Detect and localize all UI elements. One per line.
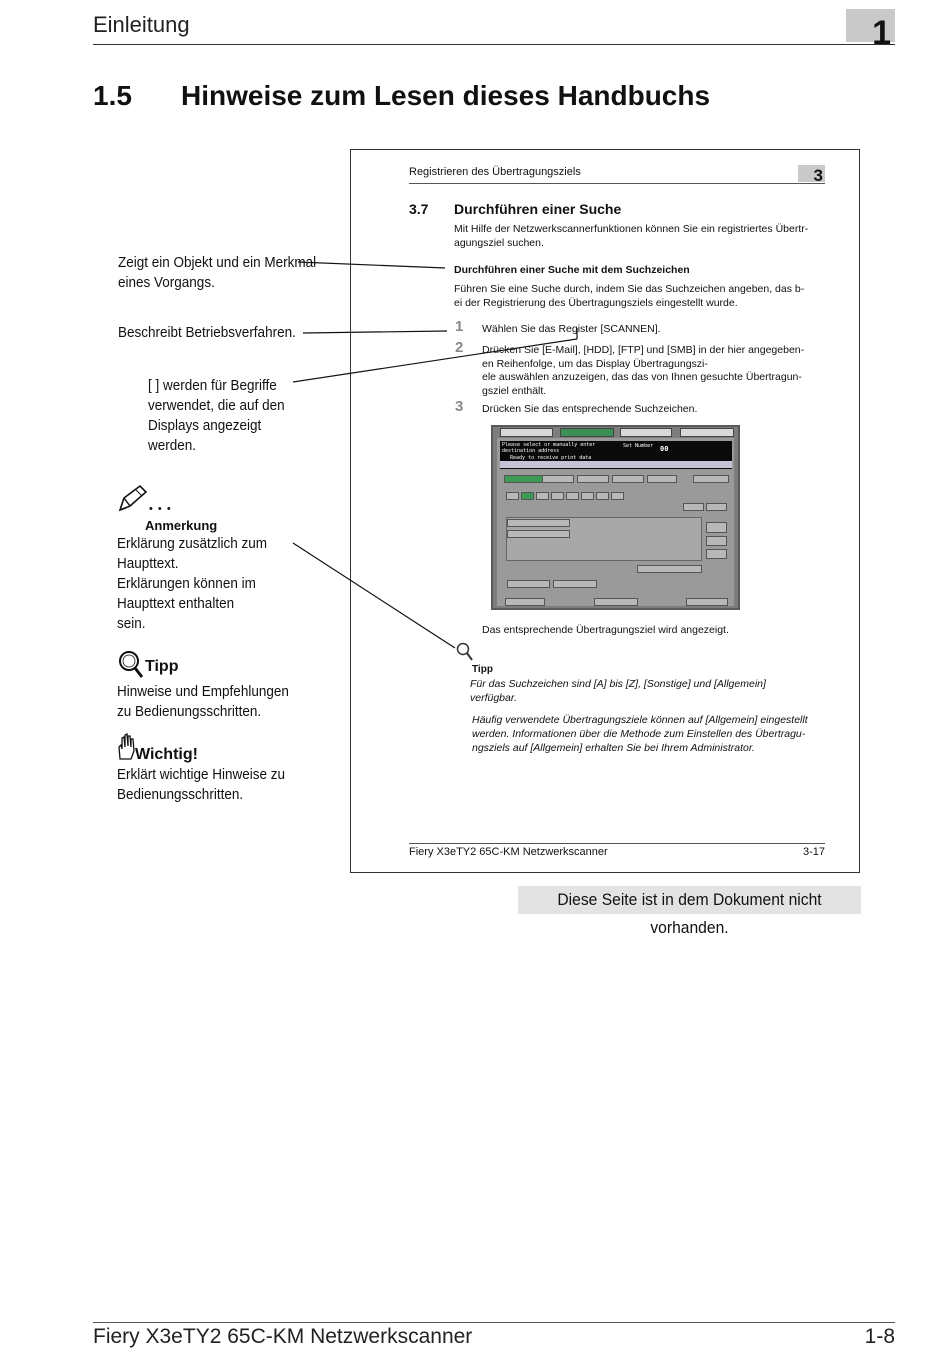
footer-page-number: 1-8: [864, 1325, 895, 1348]
text-line: ei der Registrierung des Übertragungsziels eingestellt wurde.: [454, 296, 738, 309]
text-line: Häufig verwendete Übertragungsziele können auf [Allgemein] eingestellt: [472, 714, 808, 726]
text-line: Führen Sie eine Suche durch, indem Sie das Suchzeichen angeben, das b-: [454, 283, 805, 295]
annotation-line: eines Vorgangs.: [118, 274, 215, 291]
annotation-line: Bedienungsschritten.: [117, 786, 244, 803]
annotation-line: Haupttext enthalten: [117, 595, 235, 612]
annotation-line: Hinweise und Empfehlungen: [117, 683, 289, 700]
sample-section-title: Durchführen einer Suche: [454, 201, 622, 217]
step-number: 2: [455, 339, 464, 356]
sample-footer-title: Fiery X3eTY2 65C-KM Netzwerkscanner: [409, 846, 608, 858]
text-line: gsziel enthält.: [482, 384, 547, 397]
panel-text: destination address: [502, 448, 560, 454]
annotation-line: [ ] werden für Begriffe: [148, 377, 277, 394]
note-title: Anmerkung: [145, 518, 218, 533]
annotation-line: Erklärungen können im: [117, 575, 256, 592]
sample-result: Das entsprechende Übertragungsziel wird angezeigt.: [482, 624, 729, 636]
text-line: Mit Hilfe der Netzwerkscannerfunktionen können Sie ein registriertes Übertr-: [454, 223, 809, 235]
annotation-line: Haupttext.: [117, 555, 179, 572]
sample-header-title: Registrieren des Übertragungsziels: [409, 166, 581, 178]
panel-set-number-label: Set Number: [623, 443, 654, 449]
annotation-line: Zeigt ein Objekt und ein Merkmal: [118, 254, 317, 271]
sample-subtitle: Durchführen einer Suche mit dem Suchzeichen: [454, 264, 690, 276]
note-dots: • • •: [149, 503, 172, 515]
annotation-line: Erklärt wichtige Hinweise zu: [117, 766, 286, 783]
annotation-line: Displays angezeigt: [148, 417, 262, 434]
chapter-number: 1: [872, 14, 891, 52]
leader-line: [293, 339, 577, 382]
chapter-header-title: Einleitung: [93, 12, 190, 37]
panel-set-number: 00: [660, 445, 669, 453]
leader-line: [298, 262, 445, 268]
leader-line: [303, 331, 447, 333]
text-line: Für das Suchzeichen sind [A] bis [Z], [Sonstige] und [Allgemein]: [470, 678, 766, 690]
footer-title: Fiery X3eTY2 65C-KM Netzwerkscanner: [93, 1325, 473, 1348]
text-line: Drücken Sie [E-Mail], [HDD], [FTP] und [SMB] in der hier angegeben-: [482, 344, 805, 356]
step-text: Wählen Sie das Register [SCANNEN].: [482, 323, 661, 335]
sample-chapter-number: 3: [813, 166, 823, 185]
step-number: 3: [455, 398, 464, 415]
tip-title: Tipp: [145, 658, 179, 675]
important-title: Wichtig!: [135, 746, 198, 763]
annotation-line: verwendet, die auf den: [148, 397, 285, 414]
missing-page-notice: Diese Seite ist in dem Dokument nicht vorhanden.: [557, 890, 822, 937]
panel-text: Please select or manually enter: [502, 442, 596, 448]
footer-rule: [93, 1322, 895, 1323]
step-number: 1: [455, 318, 464, 335]
panel-ready: Ready to receive print data: [510, 455, 592, 461]
annotation-line: Erklärung zusätzlich zum: [117, 535, 268, 552]
section-number: 1.5: [93, 80, 132, 111]
annotation-line: zu Bedienungsschritten.: [117, 703, 262, 720]
annotation-line: werden.: [148, 437, 197, 454]
section-title: Hinweise zum Lesen dieses Handbuchs: [181, 80, 711, 111]
sample-section-number: 3.7: [409, 201, 429, 217]
text-line: ele auswählen anzuzeigen, das das von Ihnen gesuchte Übertragun-: [482, 371, 802, 383]
text-line: werden. Informationen über die Methode zum Einstellen des Übertragu-: [472, 728, 806, 740]
annotation-line: sein.: [117, 615, 146, 632]
sample-footer-page: 3-17: [802, 846, 825, 858]
sample-tip-title: Tipp: [472, 664, 493, 675]
text-line: ngsziels auf [Allgemein] erhalten Sie bei Ihrem Administrator.: [472, 742, 755, 754]
text-line: en Reihenfolge, um das Display Übertragungszi-: [482, 357, 708, 370]
text-line: verfügbar.: [470, 692, 517, 704]
step-text: Drücken Sie das entsprechende Suchzeichen.: [482, 403, 698, 415]
annotation-procedure: Beschreibt Betriebsverfahren.: [118, 324, 296, 341]
leader-line: [293, 543, 455, 648]
text-line: agungsziel suchen.: [454, 236, 544, 249]
